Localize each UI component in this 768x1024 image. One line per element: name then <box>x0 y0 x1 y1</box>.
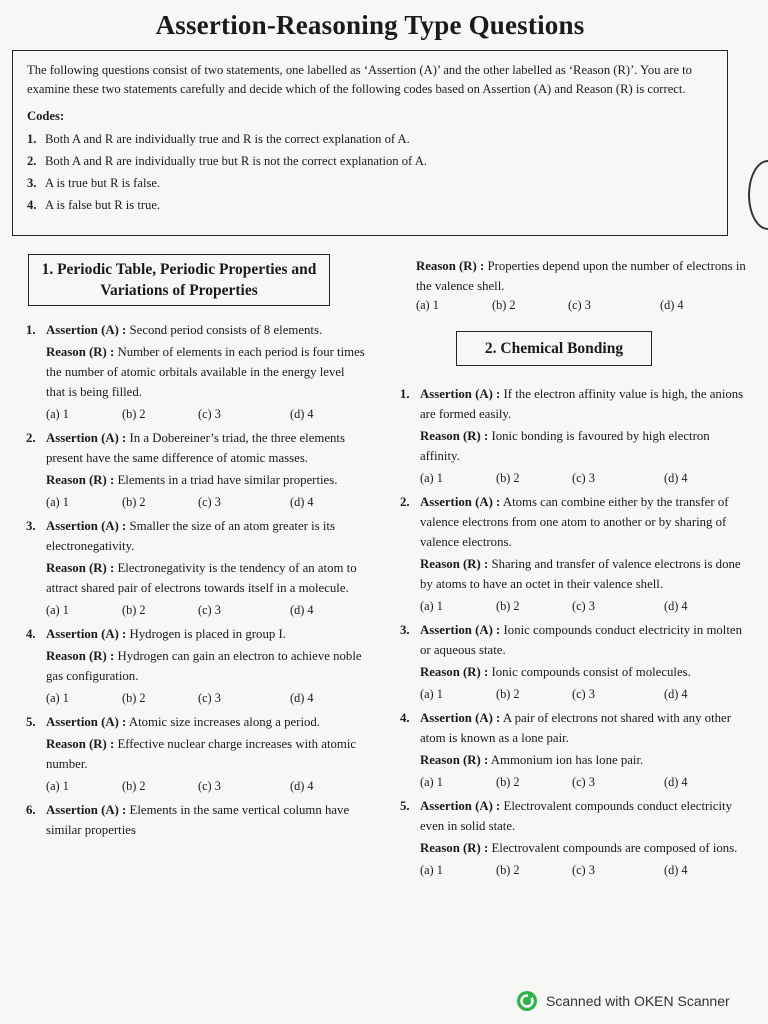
option-d: (d) 4 <box>290 603 314 617</box>
reason-line <box>400 750 750 770</box>
section2-question-list <box>400 384 750 880</box>
reason-line <box>400 838 750 858</box>
option-d: (d) 4 <box>290 407 314 421</box>
assertion-line <box>400 796 750 836</box>
reason-text: Elements in a triad have similar properties. <box>117 473 338 487</box>
reason-line <box>400 554 750 594</box>
answer-options <box>400 860 750 880</box>
assertion-line <box>400 708 750 748</box>
option-b: (b) 2 <box>496 471 520 485</box>
assertion-line <box>400 384 750 424</box>
reason-label: Reason (R) : <box>46 345 115 359</box>
assertion-line <box>26 800 366 840</box>
answer-options <box>26 404 366 424</box>
assertion-text: Atoms can combine either by the transfer of valence electrons from one atom to another or by sharing of valence electrons. <box>420 495 729 549</box>
option-b: (b) 2 <box>496 775 520 789</box>
section-heading-chemical-bonding: 2. Chemical Bonding <box>456 331 652 366</box>
right-column <box>400 256 750 884</box>
reason-label: Reason (R) : <box>420 429 489 443</box>
reason-line <box>26 646 366 686</box>
reason-line <box>400 426 750 466</box>
answer-options <box>26 492 366 512</box>
assertion-text: A pair of electrons not shared with any other atom is known as a lone pair. <box>420 711 731 745</box>
reason-label: Reason (R) : <box>420 665 489 679</box>
assertion-line <box>26 428 366 468</box>
option-c: (c) 3 <box>568 298 591 312</box>
reason-line <box>26 470 366 490</box>
reason-text: Electronegativity is the tendency of an atom to attract shared pair of electrons towards itself in a molecule. <box>46 561 357 595</box>
option-a: (a) 1 <box>420 687 443 701</box>
option-c: (c) 3 <box>198 691 221 705</box>
answer-options <box>400 772 750 792</box>
option-c: (c) 3 <box>572 471 595 485</box>
codes-label: Codes: <box>27 109 65 123</box>
question-number: 1. <box>400 387 410 401</box>
option-c: (c) 3 <box>572 775 595 789</box>
question-item <box>400 492 750 616</box>
question-item <box>26 428 366 512</box>
assertion-label: Assertion (A) : <box>46 323 127 337</box>
reason-text: Ionic bonding is favoured by high electron affinity. <box>420 429 710 463</box>
option-a: (a) 1 <box>420 471 443 485</box>
question-number: 4. <box>26 627 36 641</box>
option-a: (a) 1 <box>420 599 443 613</box>
section-heading-periodic-table: 1. Periodic Table, Periodic Properties and Variations of Properties <box>28 254 330 306</box>
reason-text: Effective nuclear charge increases with atomic number. <box>46 737 357 771</box>
assertion-text: Smaller the size of an atom greater is its electronegativity. <box>46 519 335 553</box>
question-number: 1. <box>26 323 36 337</box>
option-c: (c) 3 <box>198 603 221 617</box>
assertion-line <box>26 516 366 556</box>
reason-line <box>400 662 750 682</box>
option-d: (d) 4 <box>290 779 314 793</box>
question-number: 6. <box>26 803 36 817</box>
option-d: (d) 4 <box>664 687 688 701</box>
question-item <box>400 384 750 488</box>
option-d: (d) 4 <box>664 471 688 485</box>
question-item <box>26 624 366 708</box>
option-a: (a) 1 <box>420 775 443 789</box>
option-b: (b) 2 <box>122 603 146 617</box>
option-d: (d) 4 <box>664 599 688 613</box>
assertion-text: In a Dobereiner’s triad, the three elements present have the same difference of atomic masses. <box>46 431 345 465</box>
option-c: (c) 3 <box>198 407 221 421</box>
reason-label: Reason (R) : <box>46 737 115 751</box>
option-b: (b) 2 <box>496 863 520 877</box>
reason-label: Reason (R) : <box>420 753 489 767</box>
carryover-reason: Reason (R) : Properties depend upon the number of electrons in the valence shell. <box>416 259 746 293</box>
scanner-logo-icon <box>516 990 538 1012</box>
option-c: (c) 3 <box>198 495 221 509</box>
option-c: (c) 3 <box>572 863 595 877</box>
section1-question-list <box>26 320 366 840</box>
assertion-line <box>26 624 366 644</box>
question-number: 4. <box>400 711 410 725</box>
question-item <box>26 516 366 620</box>
option-b: (b) 2 <box>496 687 520 701</box>
option-b: (b) 2 <box>122 407 146 421</box>
option-b: (b) 2 <box>122 779 146 793</box>
assertion-text: Atomic size increases along a period. <box>128 715 321 729</box>
assertion-line <box>26 712 366 732</box>
option-a: (a) 1 <box>46 495 69 509</box>
option-b: (b) 2 <box>492 298 516 312</box>
answer-options <box>400 596 750 616</box>
assertion-label: Assertion (A) : <box>46 627 127 641</box>
assertion-label: Assertion (A) : <box>420 387 501 401</box>
reason-line <box>26 734 366 774</box>
reason-text: Ionic compounds consist of molecules. <box>491 665 691 679</box>
option-d: (d) 4 <box>660 298 684 312</box>
option-d: (d) 4 <box>290 691 314 705</box>
option-a: (a) 1 <box>46 603 69 617</box>
assertion-text: Ionic compounds conduct electricity in molten or aqueous state. <box>420 623 742 657</box>
reason-line <box>26 558 366 598</box>
option-c: (c) 3 <box>198 779 221 793</box>
option-a: (a) 1 <box>46 691 69 705</box>
assertion-label: Assertion (A) : <box>420 495 501 509</box>
answer-options <box>400 468 750 488</box>
assertion-label: Assertion (A) : <box>420 799 501 813</box>
carryover-options <box>400 298 750 313</box>
question-item <box>400 796 750 880</box>
assertion-label: Assertion (A) : <box>46 715 127 729</box>
assertion-text: If the electron affinity value is high, the anions are formed easily. <box>420 387 744 421</box>
assertion-line <box>26 320 366 340</box>
option-d: (d) 4 <box>664 863 688 877</box>
question-number: 2. <box>26 431 36 445</box>
question-item <box>400 620 750 704</box>
reason-text: Ammonium ion has lone pair. <box>490 753 644 767</box>
assertion-label: Assertion (A) : <box>46 803 127 817</box>
question-number: 3. <box>26 519 36 533</box>
reason-text: Number of elements in each period is four times the number of atomic orbitals available in the energy level that is being filled. <box>46 345 365 399</box>
reason-text: Sharing and transfer of valence electrons is done by atoms to have an octet in their valence shell. <box>420 557 741 591</box>
question-number: 3. <box>400 623 410 637</box>
option-b: (b) 2 <box>122 495 146 509</box>
assertion-text: Second period consists of 8 elements. <box>129 323 323 337</box>
option-b: (b) 2 <box>496 599 520 613</box>
option-a: (a) 1 <box>416 298 439 312</box>
answer-options <box>26 688 366 708</box>
reason-label: Reason (R) : <box>420 557 489 571</box>
answer-options <box>26 776 366 796</box>
code-item: 3. A is true but R is false. <box>27 176 161 190</box>
instructions-intro: The following questions consist of two statements, one labelled as ‘Assertion (A)’ and the other labelled as ‘Reason (R)’. You are to examine these two statements carefully and decide which of the following codes based on Assertion (A) and Reason (R) is correct. <box>27 63 692 96</box>
reason-label: Reason (R) : <box>420 841 489 855</box>
reason-label: Reason (R) : <box>46 649 115 663</box>
page-edge-binding-ring <box>748 160 768 230</box>
reason-text: Hydrogen can gain an electron to achieve noble gas configuration. <box>46 649 362 683</box>
assertion-label: Assertion (A) : <box>420 711 501 725</box>
question-item <box>26 712 366 796</box>
instructions-box <box>12 50 728 236</box>
question-number: 2. <box>400 495 410 509</box>
code-item: 4. A is false but R is true. <box>27 198 161 212</box>
assertion-text: Hydrogen is placed in group I. <box>129 627 286 641</box>
option-a: (a) 1 <box>420 863 443 877</box>
answer-options <box>400 684 750 704</box>
code-item: 2. Both A and R are individually true but R is not the correct explanation of A. <box>27 154 427 168</box>
option-a: (a) 1 <box>46 407 69 421</box>
assertion-label: Assertion (A) : <box>46 431 127 445</box>
left-column <box>26 254 366 840</box>
scanner-text: Scanned with OKEN Scanner <box>546 993 730 1009</box>
question-item <box>400 708 750 792</box>
reason-line <box>26 342 366 402</box>
answer-options <box>26 600 366 620</box>
option-c: (c) 3 <box>572 687 595 701</box>
reason-label: Reason (R) : <box>46 561 115 575</box>
option-a: (a) 1 <box>46 779 69 793</box>
reason-text: Electrovalent compounds are composed of ions. <box>491 841 738 855</box>
question-item <box>26 320 366 424</box>
reason-label: Reason (R) : <box>416 259 485 273</box>
assertion-line <box>400 492 750 552</box>
option-c: (c) 3 <box>572 599 595 613</box>
scanner-watermark <box>516 990 730 1012</box>
question-number: 5. <box>26 715 36 729</box>
assertion-label: Assertion (A) : <box>420 623 501 637</box>
page-title: Assertion-Reasoning Type Questions <box>155 10 585 40</box>
assertion-text: Electrovalent compounds conduct electricity even in solid state. <box>420 799 733 833</box>
assertion-label: Assertion (A) : <box>46 519 127 533</box>
option-d: (d) 4 <box>290 495 314 509</box>
option-b: (b) 2 <box>122 691 146 705</box>
option-d: (d) 4 <box>664 775 688 789</box>
code-item: 1. Both A and R are individually true and R is the correct explanation of A. <box>27 132 410 146</box>
reason-label: Reason (R) : <box>46 473 115 487</box>
question-item <box>26 800 366 840</box>
assertion-line <box>400 620 750 660</box>
question-number: 5. <box>400 799 410 813</box>
assertion-text: Elements in the same vertical column have similar properties <box>46 803 350 837</box>
